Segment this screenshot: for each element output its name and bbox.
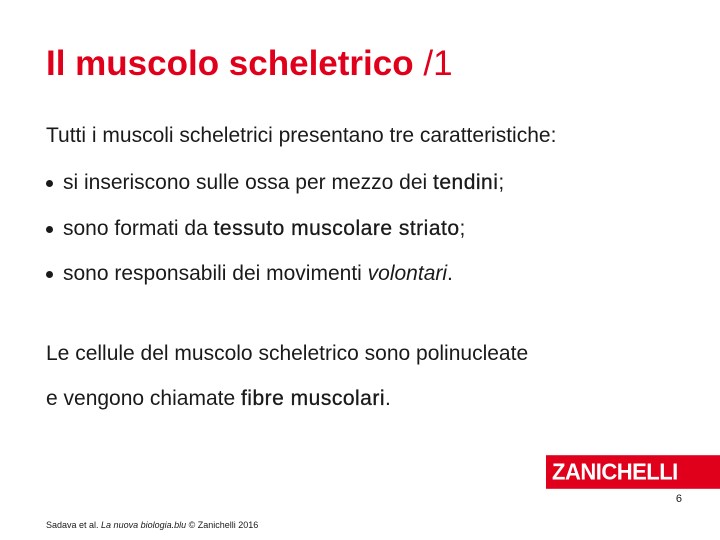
footer-citation	[46, 520, 258, 530]
bullet-text-plain: sono formati da	[63, 217, 214, 240]
footer-authors: Sadava et al.	[46, 520, 102, 530]
zanichelli-logo	[546, 455, 720, 489]
paragraph-line-2	[46, 387, 391, 411]
paragraph-line-1: Le cellule del muscolo scheletrico sono polinucleate	[46, 342, 529, 365]
bullet-text	[63, 262, 453, 286]
slide-title	[46, 44, 453, 84]
slide-title-suffix: /1	[423, 44, 453, 83]
page-number: 6	[675, 493, 682, 505]
bullet-text-plain: sono responsabili dei movimenti	[63, 262, 368, 285]
bullet-text-strong: tendini	[433, 171, 499, 194]
footer-book-title: La nuova biologia.blu	[101, 520, 187, 530]
intro-text: Tutti i muscoli scheletrici presentano tre caratteristiche:	[46, 124, 557, 147]
bullet-text-punct: ;	[498, 171, 505, 194]
bullet-text	[63, 171, 504, 195]
paragraph-text-punct: .	[385, 387, 391, 410]
bullet-dot-icon	[46, 271, 53, 278]
bullet-dot-icon	[46, 180, 53, 187]
slide-title-main: Il muscolo scheletrico	[46, 44, 414, 83]
bullet-text-italic: volontari	[367, 262, 448, 285]
bullet-text	[63, 217, 465, 241]
bullet-text-punct: .	[447, 262, 453, 285]
footer-publisher: © Zanichelli 2016	[186, 520, 259, 530]
paragraph-text-strong: fibre muscolari	[240, 387, 386, 410]
bullet-text-punct: ;	[459, 217, 466, 240]
bullet-text-plain: si inseriscono sulle ossa per mezzo dei	[63, 171, 434, 194]
logo-text: ZANICHELLI	[552, 458, 678, 485]
bullet-dot-icon	[46, 226, 53, 233]
paragraph-text-plain: e vengono chiamate	[46, 387, 241, 410]
bullet-text-strong: tessuto muscolare striato	[213, 217, 460, 240]
